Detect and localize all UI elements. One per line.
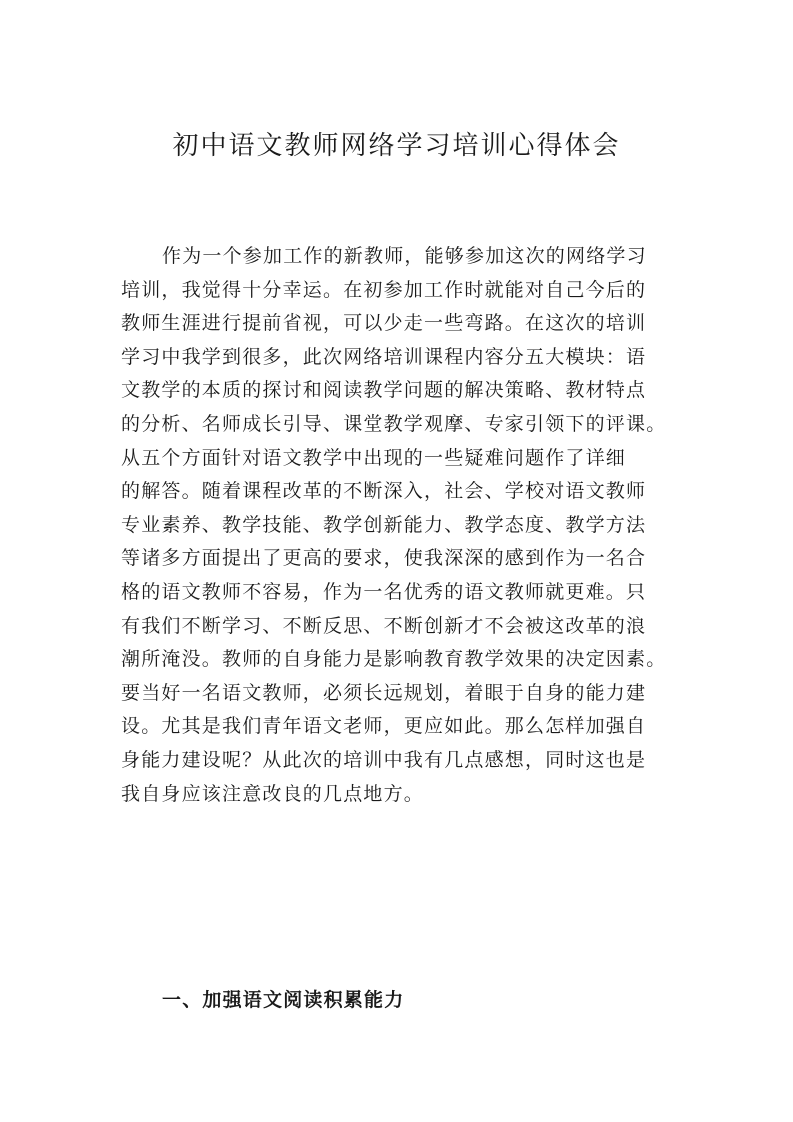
document-title: 初中语文教师网络学习培训心得体会 — [172, 131, 621, 161]
paragraph-line: 格的语文教师不容易，作为一名优秀的语文教师就更难。只 — [121, 580, 647, 603]
paragraph-line: 作为一个参加工作的新教师，能够参加这次的网络学习 — [162, 245, 647, 267]
paragraph-line: 学习中我学到很多，此次网络培训课程内容分五大模块：语 — [121, 345, 647, 368]
paragraph-line: 设。尤其是我们青年语文老师，更应如此。那么怎样加强自 — [121, 715, 647, 738]
paragraph-line: 培训，我觉得十分幸运。在初参加工作时就能对自己今后的 — [121, 278, 647, 301]
paragraph-line: 的解答。随着课程改革的不断深入，社会、学校对语文教师 — [121, 480, 647, 503]
section-heading: 一、加强语文阅读积累能力 — [162, 989, 405, 1011]
paragraph-line: 的分析、名师成长引导、课堂教学观摩、专家引领下的评课。 — [121, 412, 667, 435]
paragraph-line: 身能力建设呢？从此次的培训中我有几点感想，同时这也是 — [121, 748, 647, 771]
paragraph-line: 从五个方面针对语文教学中出现的一些疑难问题作了详细 — [121, 446, 627, 469]
paragraph-line: 教师生涯进行提前省视，可以少走一些弯路。在这次的培训 — [121, 312, 647, 335]
paragraph-line: 潮所淹没。教师的自身能力是影响教育教学效果的决定因素。 — [121, 648, 667, 671]
paragraph-line: 文教学的本质的探讨和阅读教学问题的解决策略、教材特点 — [121, 379, 647, 402]
paragraph-line: 有我们不断学习、不断反思、不断创新才不会被这改革的浪 — [121, 614, 647, 637]
paragraph-line: 专业素养、教学技能、教学创新能力、教学态度、教学方法 — [121, 513, 647, 536]
paragraph-line: 等诸多方面提出了更高的要求，使我深深的感到作为一名合 — [121, 547, 647, 570]
paragraph-line: 我自身应该注意改良的几点地方。 — [121, 782, 425, 805]
body-paragraph — [121, 240, 681, 811]
paragraph-line: 要当好一名语文教师，必须长远规划，着眼于自身的能力建 — [121, 681, 647, 704]
